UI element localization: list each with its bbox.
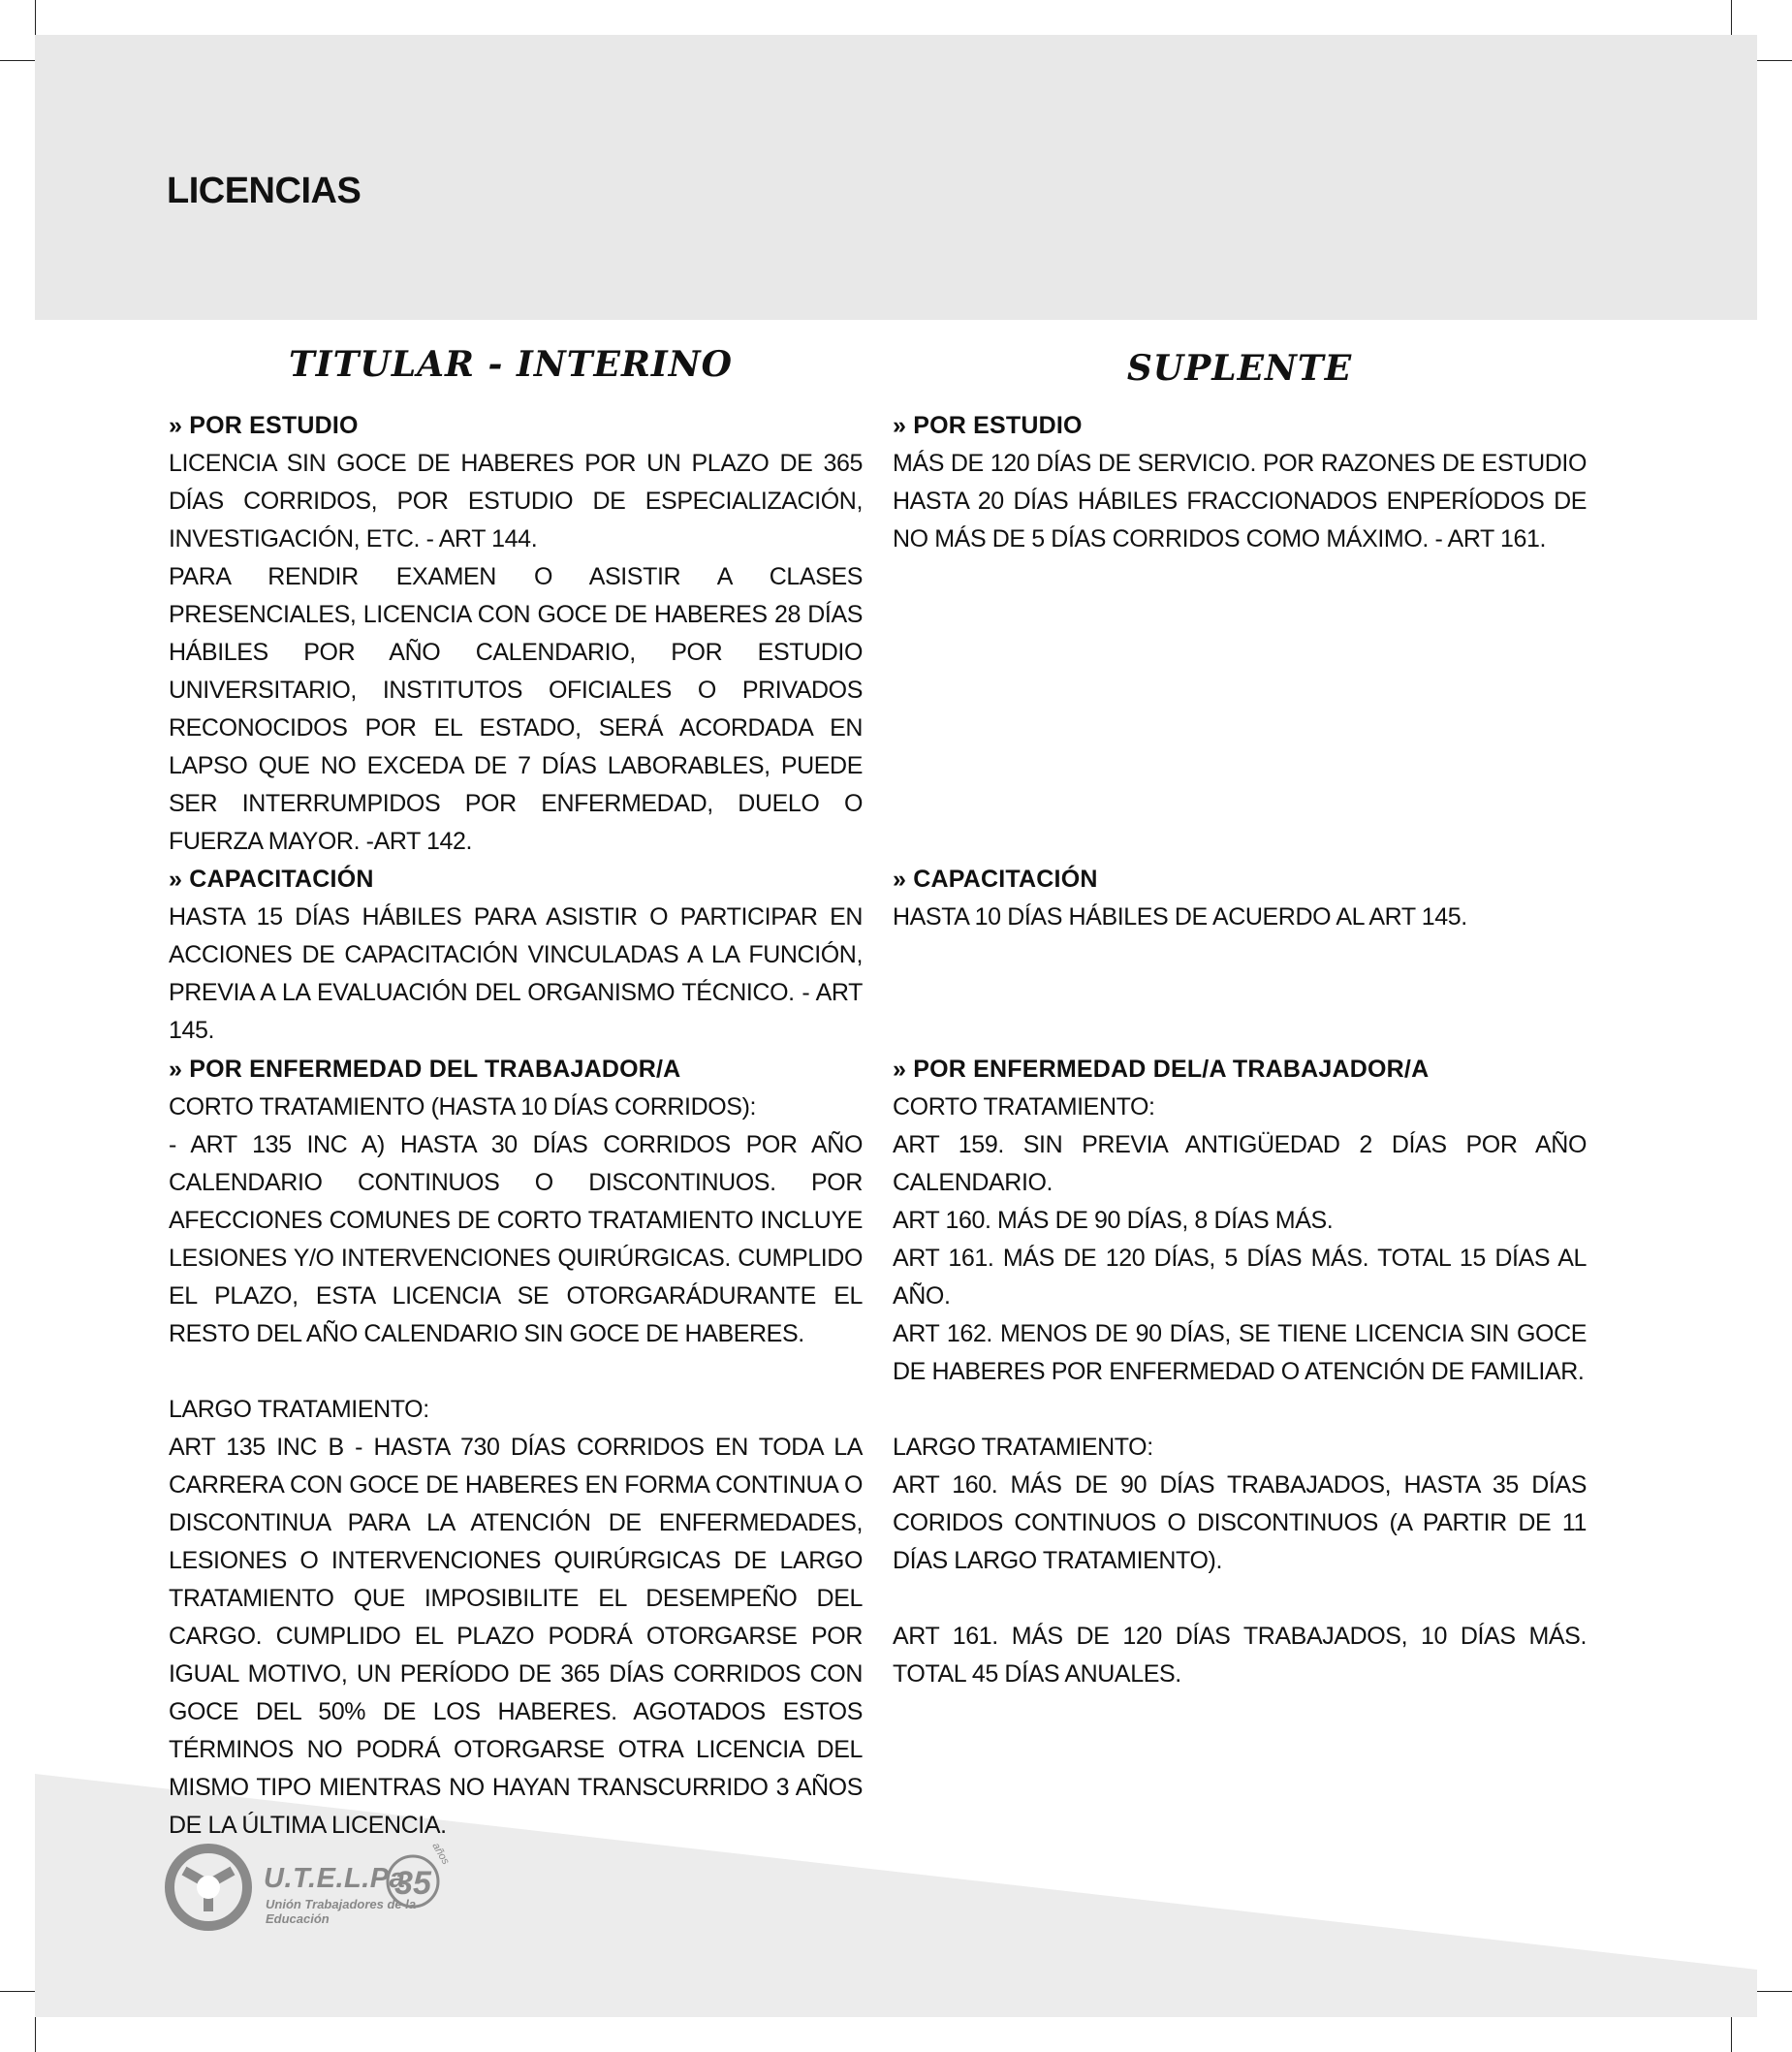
section-por-enfermedad [169,1051,863,1845]
section-por-estudio [893,407,1587,558]
paragraph: ART 161. MÁS DE 120 DÍAS, 5 DÍAS MÁS. TOTAL 15 DÍAS AL AÑO. [893,1245,1587,1310]
section-title: » CAPACITACIÓN [169,866,374,893]
section-title: » POR ESTUDIO [169,412,359,439]
subheading-largo-tratamiento: LARGO TRATAMIENTO: [169,1396,429,1423]
section-capacitacion [893,861,1587,936]
section-body [893,445,1587,558]
page-title: LICENCIAS [167,171,362,211]
column-titular-interino [169,337,863,1839]
paragraph: PARA RENDIR EXAMEN O ASISTIR A CLASES PRESENCIALES, LICENCIA CON GOCE DE HABERES 28 DÍAS HÁBILES POR AÑO CALENDARIO, POR ESTUDIO UNIVERSITARIO, INSTITUTOS OFICIALES O PRIVADOS RECONOCIDOS POR EL ESTADO, SERÁ ACORDADA EN LAPSO QUE NO EXCEDA DE 7 DÍAS LABORABLES, PUEDE SER INTERRUMPIDOS POR ENFERMEDAD, DUELO O FUERZA MAYOR. -ART 142. [169,563,863,855]
utelpa-emblem-icon [165,1844,252,1931]
anniversary-number: 35 [394,1865,431,1902]
section-body [169,1089,863,1845]
anniversary-badge-icon [384,1838,452,1915]
logo-name: U.T.E.L.Pa [264,1863,406,1894]
subheading-corto-tratamiento: CORTO TRATAMIENTO (HASTA 10 DÍAS CORRIDOS): [169,1093,757,1121]
section-por-enfermedad [893,1051,1587,1693]
column-heading-titular-interino: TITULAR - INTERINO [289,344,733,385]
paragraph: ART 135 INC B - HASTA 730 DÍAS CORRIDOS EN TODA LA CARRERA CON GOCE DE HABERES EN FORMA CONTINUA O DISCONTINUA PARA LA ATENCIÓN DE ENFERMEDADES, LESIONES O INTERVENCIONES QUIRÚRGICAS DE LARGO TRATAMIENTO QUE IMPOSIBILITE EL DESEMPEÑO DEL CARGO. CUMPLIDO EL PLAZO PODRÁ OTORGARSE POR IGUAL MOTIVO, UN PERÍODO DE 365 DÍAS CORRIDOS CON GOCE DEL 50% DE LOS HABERES. AGOTADOS ESTOS TÉRMINOS NO PODRÁ OTORGARSE OTRA LICENCIA DEL MISMO TIPO MIENTRAS NO HAYAN TRANSCURRIDO 3 AÑOS DE LA ÚLTIMA LICENCIA. [169,1434,863,1839]
section-body [893,1089,1587,1693]
logo-subtitle: Unión Trabajadores de la Educación [266,1897,417,1926]
section-title: » POR ENFERMEDAD DEL TRABAJADOR/A [169,1056,681,1083]
section-title: » POR ESTUDIO [893,412,1083,439]
subheading-corto-tratamiento: CORTO TRATAMIENTO: [893,1093,1155,1121]
column-suplente [893,337,1587,1688]
paragraph: ART 162. MENOS DE 90 DÍAS, SE TIENE LICENCIA SIN GOCE DE HABERES POR ENFERMEDAD O ATENCIÓN DE FAMILIAR. [893,1320,1587,1385]
paragraph: LICENCIA SIN GOCE DE HABERES POR UN PLAZO DE 365 DÍAS CORRIDOS, POR ESTUDIO DE ESPECIALIZACIÓN, INVESTIGACIÓN, ETC. - ART 144. [169,450,863,552]
section-body [169,899,863,1050]
section-capacitacion [169,861,863,1050]
subheading-largo-tratamiento: LARGO TRATAMIENTO: [893,1434,1153,1461]
utelpa-logo [165,1841,475,1941]
paragraph: - ART 135 INC A) HASTA 30 DÍAS CORRIDOS POR AÑO CALENDARIO CONTINUOS O DISCONTINUOS. POR AFECCIONES COMUNES DE CORTO TRATAMIENTO INCLUYE LESIONES Y/O INTERVENCIONES QUIRÚRGICAS. CUMPLIDO EL PLAZO, ESTA LICENCIA SE OTORGARÁDURANTE EL RESTO DEL AÑO CALENDARIO SIN GOCE DE HABERES. [169,1131,863,1347]
anniversary-word: años [429,1841,452,1867]
paragraph: MÁS DE 120 DÍAS DE SERVICIO. POR RAZONES DE ESTUDIO HASTA 20 DÍAS HÁBILES FRACCIONADOS ENPERÍODOS DE NO MÁS DE 5 DÍAS CORRIDOS COMO MÁXIMO. - ART 161. [893,450,1587,552]
section-title: » POR ENFERMEDAD DEL/A TRABAJADOR/A [893,1056,1430,1083]
column-heading-suplente: SUPLENTE [1126,348,1353,389]
paragraph: ART 160. MÁS DE 90 DÍAS, 8 DÍAS MÁS. [893,1207,1334,1234]
paragraph: ART 160. MÁS DE 90 DÍAS TRABAJADOS, HASTA 35 DÍAS CORIDOS CONTINUOS O DISCONTINUOS (A PARTIR DE 11 DÍAS LARGO TRATAMIENTO). [893,1471,1587,1574]
paragraph: HASTA 15 DÍAS HÁBILES PARA ASISTIR O PARTICIPAR EN ACCIONES DE CAPACITACIÓN VINCULADAS A LA FUNCIÓN, PREVIA A LA EVALUACIÓN DEL ORGANISMO TÉCNICO. - ART 145. [169,903,863,1044]
paragraph: HASTA 10 DÍAS HÁBILES DE ACUERDO AL ART 145. [893,903,1467,931]
paragraph: ART 159. SIN PREVIA ANTIGÜEDAD 2 DÍAS POR AÑO CALENDARIO. [893,1131,1587,1196]
section-por-estudio [169,407,863,861]
paragraph: ART 161. MÁS DE 120 DÍAS TRABAJADOS, 10 DÍAS MÁS. TOTAL 45 DÍAS ANUALES. [893,1623,1587,1688]
section-body [169,445,863,861]
section-body [893,899,1587,936]
section-title: » CAPACITACIÓN [893,866,1098,893]
